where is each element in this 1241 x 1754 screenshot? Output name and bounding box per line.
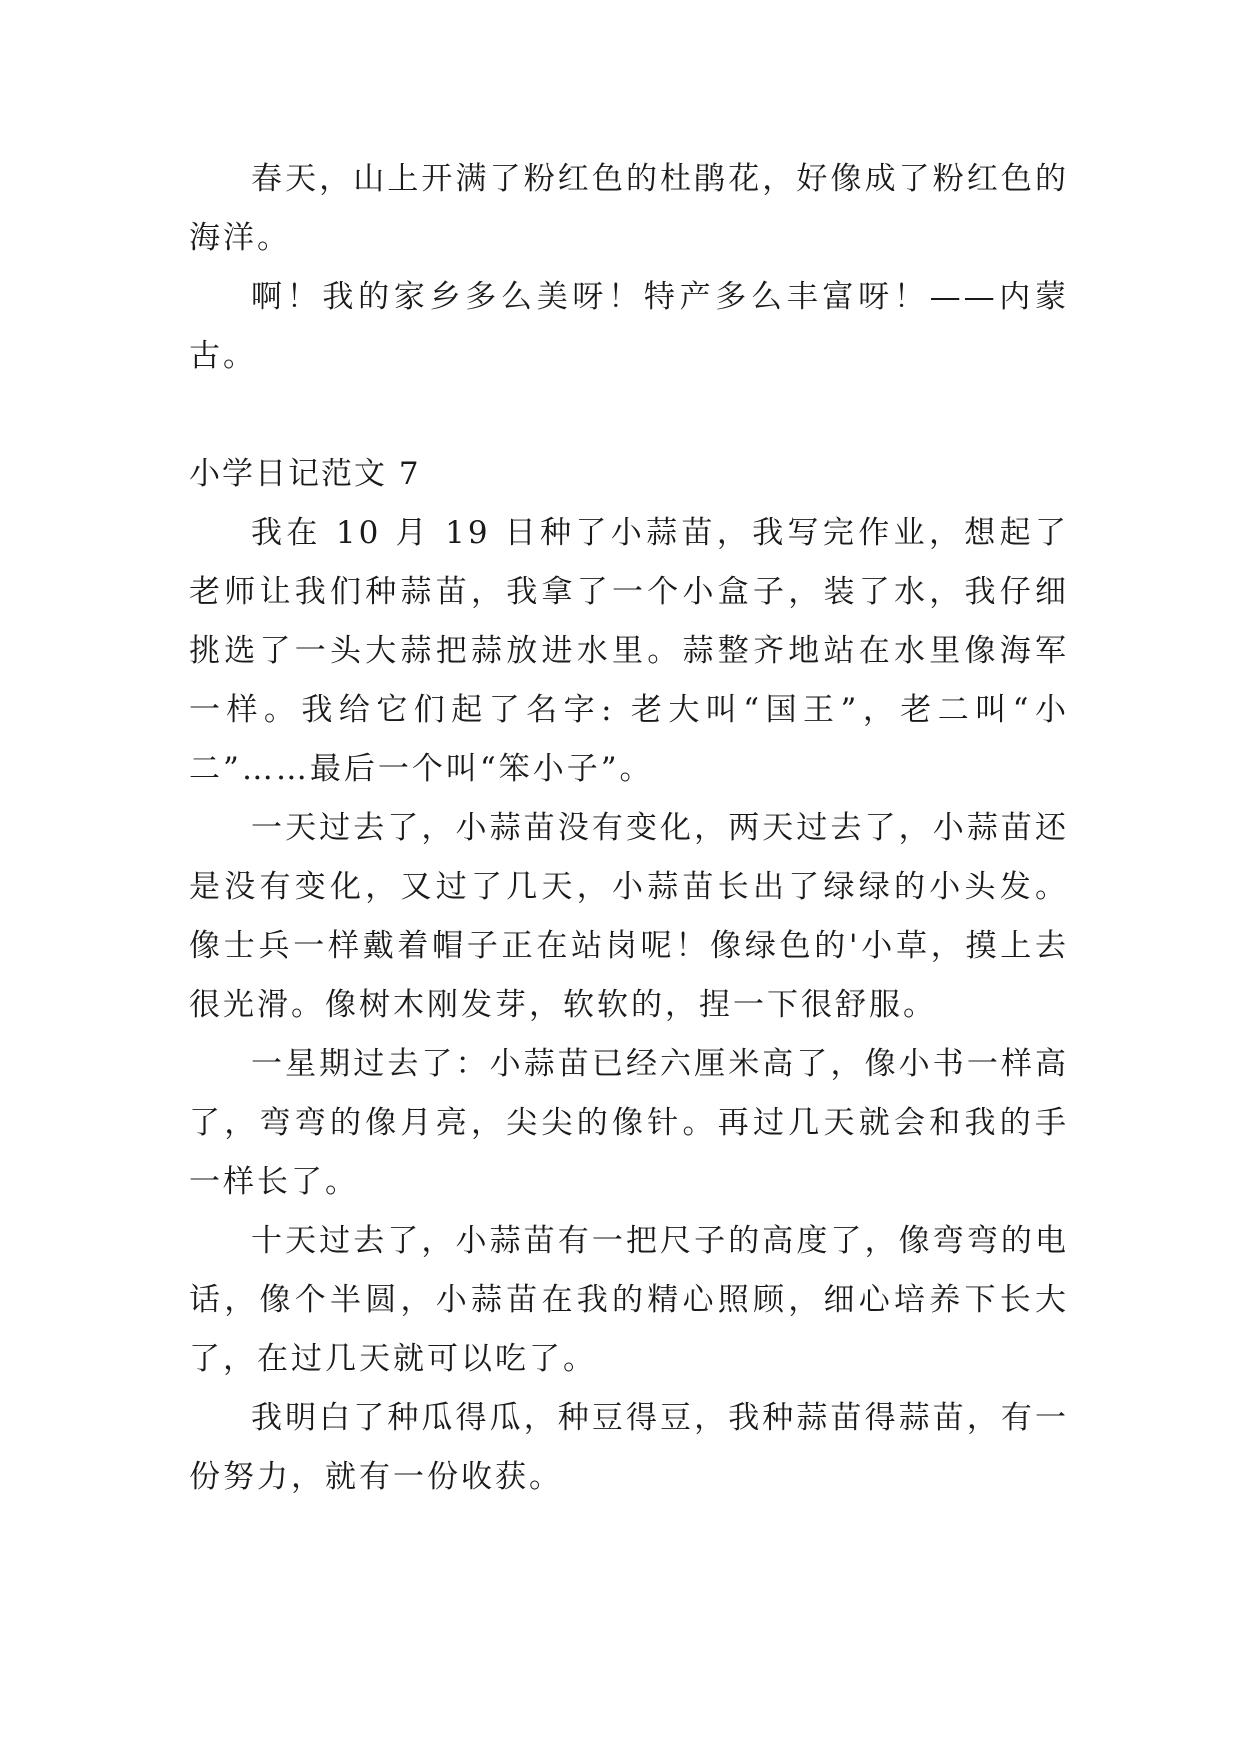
paragraph-ten-days: 十天过去了，小蒜苗有一把尺子的高度了，像弯弯的电话，像个半圆，小蒜苗在我的精心照顾，细心培养下长大了，在过几天就可以吃了。	[189, 1223, 1069, 1377]
paragraph-planting: 我在 10 月 19 日种了小蒜苗，我写完作业，想起了老师让我们种蒜苗，我拿了一个小盒子，装了水，我仔细挑选了一头大蒜把蒜放进水里。蒜整齐地站在水里像海军一样。我给它们起了名字: 老大叫“国王”，老二叫“小二”……最后一个叫“笨小子”。	[189, 515, 1069, 787]
document-body	[189, 150, 1069, 1507]
paragraph-day-one: 一天过去了，小蒜苗没有变化，两天过去了，小蒜苗还是没有变化，又过了几天，小蒜苗长出了绿绿的小头发。像士兵一样戴着帽子正在站岗呢！像绿色的'小草，摸上去很光滑。像树木刚发芽，软软的，捏一下很舒服。	[189, 810, 1069, 1023]
paragraph-conclusion: 我明白了种瓜得瓜，种豆得豆，我种蒜苗得蒜苗，有一份努力，就有一份收获。	[189, 1400, 1069, 1495]
paragraph-hometown: 啊！我的家乡多么美呀！特产多么丰富呀！——内蒙古。	[189, 279, 1069, 374]
paragraph-one-week: 一星期过去了：小蒜苗已经六厘米高了，像小书一样高了，弯弯的像月亮，尖尖的像针。再过几天就会和我的手一样长了。	[189, 1046, 1069, 1200]
paragraph-spring: 春天，山上开满了粉红色的杜鹃花，好像成了粉红色的海洋。	[189, 161, 1069, 256]
section-title: 小学日记范文 7	[189, 456, 421, 492]
